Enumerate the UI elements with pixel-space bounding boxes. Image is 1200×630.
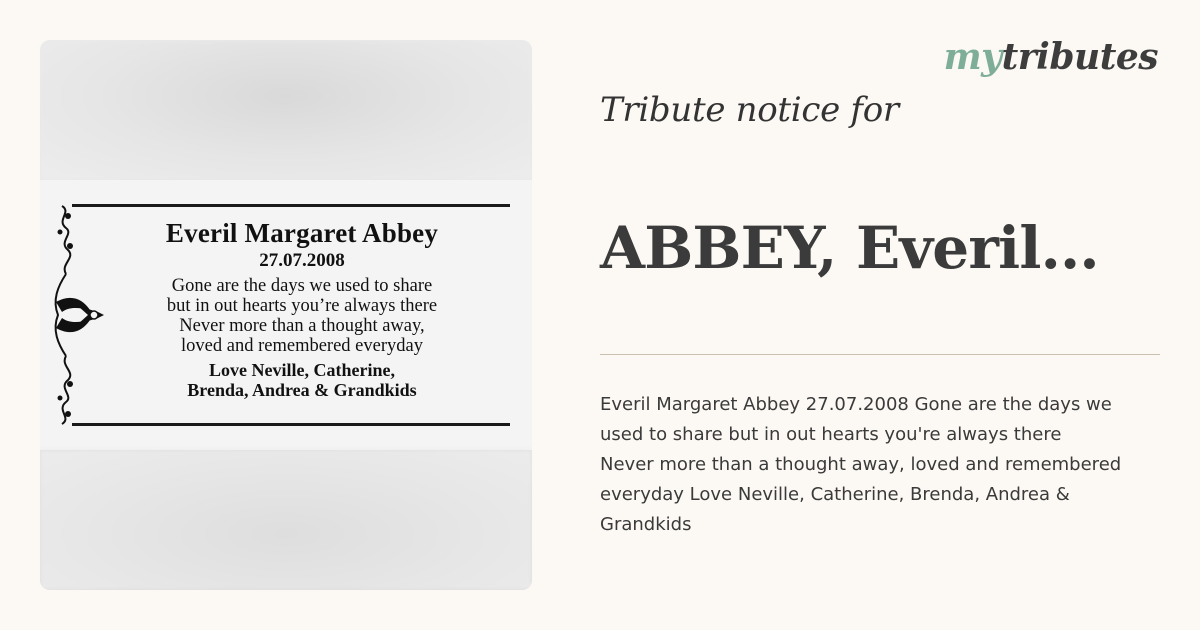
image-blurred-bottom (40, 450, 532, 590)
section-divider (600, 354, 1160, 355)
tribute-image-panel (40, 40, 532, 590)
notice-name: Everil Margaret Abbey (165, 218, 439, 248)
notice-verse-line: but in out hearts you’re always there (166, 296, 438, 316)
notice-text-block (110, 218, 494, 400)
description-line: Everil Margaret Abbey 27.07.2008 Gone are the days we (600, 394, 1112, 415)
floral-ornament-icon (48, 202, 108, 428)
notice-date: 27.07.2008 (259, 250, 345, 271)
notice-verse-line: Never more than a thought away, (179, 316, 425, 336)
tribute-notice-image (40, 180, 532, 450)
tribute-intro-heading: Tribute notice for (600, 90, 899, 130)
notice-top-rule (72, 204, 510, 207)
description-line: used to share but in out hearts you're always there (600, 424, 1062, 445)
deceased-name-heading: ABBEY, Everil... (600, 214, 1099, 282)
description-line: everyday Love Neville, Catherine, Brenda, Andrea & (600, 484, 1070, 505)
image-blurred-top (40, 40, 532, 180)
notice-bottom-rule (72, 423, 510, 426)
notice-verse-line: Gone are the days we used to share (171, 276, 433, 296)
notice-signoff-line: Brenda, Andrea & Grandkids (187, 380, 417, 400)
description-line: Grandkids (600, 514, 692, 535)
tribute-description (600, 390, 1185, 540)
description-line: Never more than a thought away, loved and remembered (600, 454, 1122, 475)
notice-signoff-line: Love Neville, Catherine, (209, 360, 395, 380)
notice-frame (48, 204, 514, 426)
logo-my: my (943, 36, 1002, 78)
notice-verse-line: loved and remembered everyday (181, 336, 423, 356)
mytributes-logo[interactable] (944, 36, 1158, 78)
logo-tributes: tributes (1001, 36, 1158, 78)
